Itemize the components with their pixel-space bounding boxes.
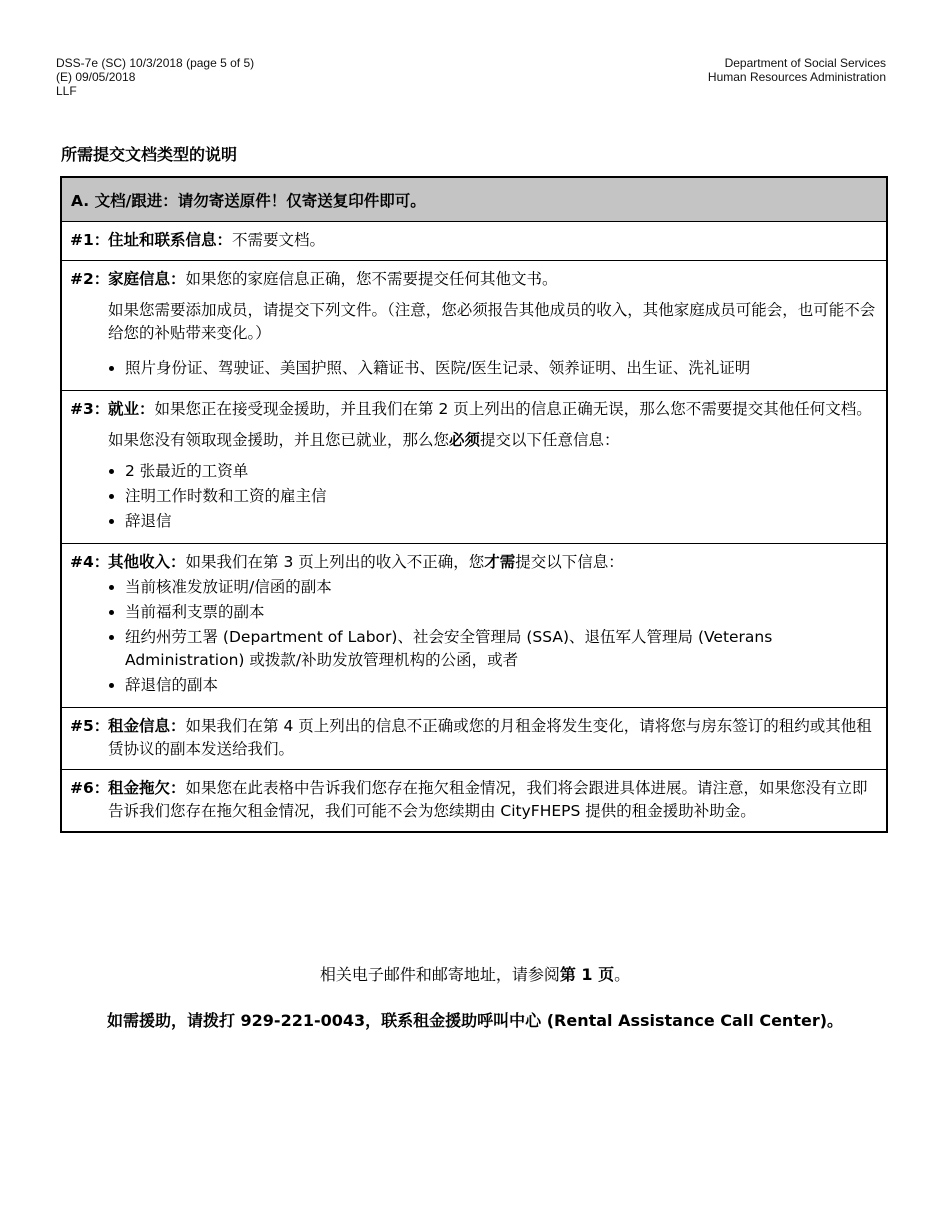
- table-header: A. 文档/跟进：请勿寄送原件！仅寄送复印件即可。: [62, 178, 886, 222]
- paragraph-text: 如果您没有领取现金援助，并且您已就业，那么您: [108, 431, 450, 449]
- section-paragraph: [70, 429, 878, 452]
- form-date-line: (E) 09/05/2018: [56, 70, 136, 84]
- section-number: #6：: [70, 779, 110, 797]
- paragraph-emphasis: 必须: [449, 431, 481, 449]
- list-item: • 2 张最近的工资单: [125, 460, 878, 483]
- section-heading: 住址和联系信息：: [108, 231, 233, 249]
- section-text: 提交以下信息：: [515, 553, 624, 571]
- section-number: #4：: [70, 553, 110, 571]
- section-number: #3：: [70, 400, 110, 418]
- paragraph-text: 提交以下任意信息：: [480, 431, 620, 449]
- section-text: 如果我们在第 4 页上列出的信息不正确或您的月租金将发生变化，请将您与房东签订的租约或其他租赁协议的副本发送给我们。: [108, 717, 872, 758]
- form-lang-line: LLF: [56, 84, 77, 98]
- form-id-block: [56, 56, 254, 98]
- section-4: [62, 544, 886, 708]
- section-6: [62, 770, 886, 831]
- section-heading: 租金拖欠：: [108, 779, 186, 797]
- list-item: • 当前核准发放证明/信函的副本: [125, 576, 878, 599]
- section-heading: 就业：: [108, 400, 155, 418]
- section-number: #5：: [70, 717, 110, 735]
- list-item: • 纽约州劳工署 (Department of Labor)、社会安全管理局 (SSA)、退伍军人管理局 (Veterans Administration) 或拨款/补助发放管理机构的公函，或者: [125, 626, 878, 672]
- footer-text: 。: [614, 965, 631, 984]
- footer-text: 相关电子邮件和邮寄地址，请参阅: [319, 965, 560, 984]
- section-heading: 其他收入：: [108, 553, 186, 571]
- list-item: • 当前福利支票的副本: [125, 601, 878, 624]
- list-item: • 照片身份证、驾驶证、美国护照、入籍证书、医院/医生记录、领养证明、出生证、洗礼证明: [125, 357, 878, 380]
- agency-line-1: Department of Social Services: [724, 56, 886, 70]
- agency-block: [708, 56, 886, 84]
- section-number: #1：: [70, 231, 110, 249]
- section-heading: 家庭信息：: [108, 270, 186, 288]
- section-heading: 租金信息：: [108, 717, 186, 735]
- section-text: 如果我们在第 3 页上列出的收入不正确，您: [185, 553, 485, 571]
- section-paragraph: 如果您需要添加成员，请提交下列文件。（注意，您必须报告其他成员的收入，其他家庭成员可能会，也可能不会给您的补贴带来变化。）: [108, 301, 876, 342]
- section-3: [62, 391, 886, 544]
- section-5: [62, 708, 886, 770]
- form-id-line: DSS-7e (SC) 10/3/2018 (page 5 of 5): [56, 56, 255, 70]
- list-item: • 注明工作时数和工资的雇主信: [125, 485, 878, 508]
- contact-reference: [0, 962, 950, 985]
- documents-table: [60, 176, 888, 833]
- section-2: [62, 261, 886, 391]
- list-item: • 辞退信: [125, 510, 878, 533]
- section-1: [62, 222, 886, 261]
- section-text: 不需要文档。: [232, 231, 326, 249]
- call-center-notice: 如需援助，请拨打 929-221-0043，联系租金援助呼叫中心 (Rental Assistance Call Center)。: [106, 1011, 844, 1030]
- list-item: • 辞退信的副本: [125, 674, 878, 697]
- footer-emphasis: 第 1 页: [559, 965, 615, 984]
- section-text: 如果您的家庭信息正确，您不需要提交任何其他文书。: [185, 270, 558, 288]
- page-title: 所需提交文档类型的说明: [61, 145, 238, 164]
- section-text: 如果您正在接受现金援助，并且我们在第 2 页上列出的信息正确无误，那么您不需要提交其他任何文档。: [154, 400, 872, 418]
- section-number: #2：: [70, 270, 110, 288]
- agency-line-2: Human Resources Administration: [707, 70, 886, 84]
- section-emphasis: 才需: [484, 553, 516, 571]
- section-text: 如果您在此表格中告诉我们您存在拖欠租金情况，我们将会跟进具体进展。请注意，如果您没有立即告诉我们您存在拖欠租金情况，我们可能不会为您续期由 CityFHEPS 提供的租金援助补助金。: [108, 779, 868, 820]
